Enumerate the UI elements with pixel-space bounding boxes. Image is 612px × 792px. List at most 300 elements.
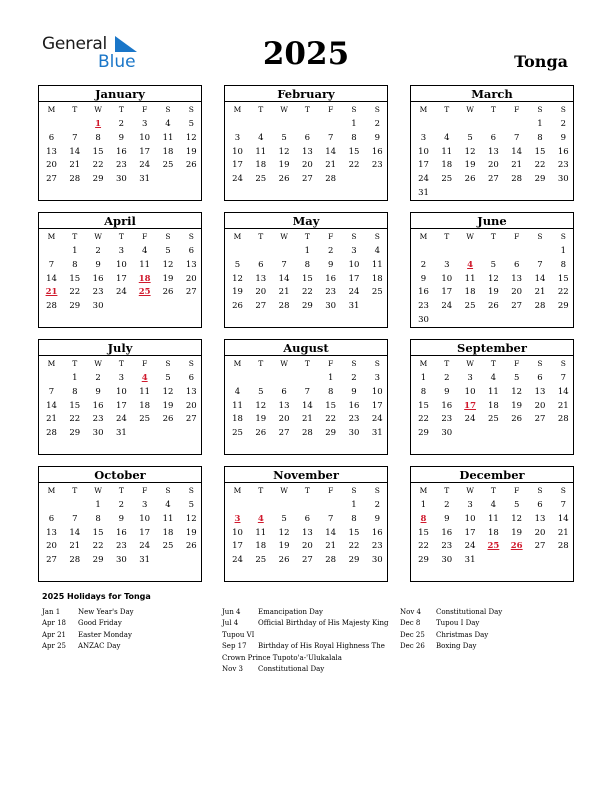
weekday-label: T (304, 486, 310, 495)
day-cell: 8 (560, 259, 566, 270)
weekday-label: F (142, 359, 148, 368)
day-cell: 5 (188, 119, 194, 129)
day-cell: 15 (69, 273, 81, 284)
day-cell: 20 (487, 160, 499, 171)
day-cell: 30 (441, 428, 453, 439)
weekday-label: S (560, 232, 566, 241)
day-cell: 24 (464, 541, 476, 552)
month-october (38, 466, 202, 582)
day-cell: 28 (46, 428, 57, 439)
day-cell: 24 (232, 174, 243, 185)
day-cell: 15 (348, 146, 360, 157)
day-cell: 22 (69, 287, 81, 298)
day-cell: 11 (232, 400, 243, 411)
holiday-name: Christmas Day (436, 630, 489, 639)
weekday-label: F (142, 105, 148, 114)
day-cell: 2 (95, 373, 101, 383)
day-cell: 14 (325, 146, 337, 157)
holiday-date: Jul 4 (222, 619, 239, 628)
day-cell: 11 (441, 146, 453, 157)
day-cell: 16 (115, 527, 127, 538)
day-cell: 21 (557, 527, 569, 538)
day-cell: 12 (162, 386, 174, 397)
day-cell: 8 (327, 386, 334, 397)
day-cell: 6 (304, 513, 311, 524)
month-header-divider (411, 355, 573, 356)
day-cell: 10 (139, 132, 151, 143)
day-cell: 21 (69, 160, 81, 171)
day-cell: 15 (301, 273, 313, 284)
day-cell: 16 (418, 287, 429, 298)
day-cell: 2 (374, 500, 380, 510)
day-cell: 18 (487, 527, 499, 538)
weekday-label: S (374, 359, 380, 368)
day-cell: 22 (92, 541, 104, 552)
day-cell: 5 (281, 513, 287, 524)
weekday-label: S (351, 232, 357, 241)
day-cell: 11 (162, 132, 174, 143)
day-cell: 23 (115, 160, 127, 171)
holiday-column (400, 607, 580, 653)
day-cell: 24 (115, 287, 127, 298)
day-cell: 23 (371, 160, 383, 171)
day-cell: 26 (511, 414, 523, 425)
month-header-divider (225, 228, 387, 229)
weekday-header-row (225, 485, 387, 496)
weekday-label: W (466, 105, 474, 114)
day-cell: 25 (464, 301, 476, 312)
day-cell: 19 (232, 287, 243, 298)
weekday-header-row (411, 485, 573, 496)
day-cell: 1 (351, 500, 357, 510)
day-cell: 25 (255, 555, 267, 566)
day-cell: 8 (420, 386, 427, 397)
weekday-label: S (537, 232, 543, 241)
month-name: November (273, 468, 339, 482)
day-cell: 8 (351, 132, 357, 143)
day-cell: 14 (325, 527, 337, 538)
holiday-entry (42, 641, 222, 652)
weekday-label: S (374, 486, 380, 495)
day-cell: 10 (464, 386, 476, 397)
month-header-divider (39, 101, 201, 102)
day-cell: 21 (301, 414, 313, 425)
day-cell: 20 (301, 541, 313, 552)
month-header-divider (39, 228, 201, 229)
weekday-label: T (118, 105, 124, 114)
day-cell: 3 (118, 373, 125, 383)
day-cell: 21 (511, 160, 523, 171)
country-name: Tonga (514, 52, 568, 71)
day-cell: 27 (46, 555, 57, 566)
holiday-day-cell: 17 (464, 400, 477, 411)
day-cell: 14 (301, 400, 313, 411)
day-cell: 11 (464, 273, 476, 284)
weekday-header-row (411, 358, 573, 369)
month-name: July (107, 341, 133, 355)
day-cell: 22 (534, 160, 546, 171)
weekday-label: T (72, 359, 78, 368)
holiday-name: Official Birthday of His Majesty King (258, 619, 389, 628)
day-cell: 21 (557, 400, 569, 411)
weekday-label: W (94, 486, 102, 495)
day-cell: 15 (325, 400, 337, 411)
weekday-label: T (72, 105, 78, 114)
day-cell: 27 (301, 555, 313, 566)
day-cell: 1 (420, 373, 427, 383)
day-cell: 9 (420, 273, 427, 284)
day-cell: 5 (165, 246, 171, 256)
day-cell: 22 (92, 160, 104, 171)
day-cell: 22 (418, 541, 429, 552)
day-cell: 7 (48, 386, 55, 397)
holiday-day-cell: 8 (420, 513, 427, 524)
holiday-name: ANZAC Day (78, 642, 121, 651)
day-cell: 29 (325, 428, 337, 439)
weekday-label: F (514, 486, 520, 495)
day-cell: 10 (371, 386, 383, 397)
day-cell: 9 (374, 513, 380, 524)
day-cell: 2 (118, 119, 125, 129)
weekday-label: T (490, 232, 496, 241)
day-cell: 25 (139, 414, 151, 425)
day-cell: 13 (46, 146, 57, 157)
day-cell: 22 (418, 414, 429, 425)
holiday-date: Apr 21 (42, 630, 67, 639)
day-cell: 9 (118, 513, 125, 524)
month-header-divider (411, 101, 573, 102)
month-header-divider (225, 482, 387, 483)
day-cell: 26 (185, 160, 197, 171)
holiday-day-cell: 26 (510, 541, 523, 552)
day-cell: 21 (325, 160, 337, 171)
weekday-label: S (374, 105, 380, 114)
day-cell: 26 (162, 287, 174, 298)
day-cell: 2 (420, 259, 427, 270)
day-cell: 3 (118, 246, 125, 256)
day-cell: 17 (115, 400, 127, 411)
day-cell: 15 (418, 527, 429, 538)
weekday-label: S (351, 105, 357, 114)
day-cell: 9 (444, 386, 450, 397)
day-cell: 6 (188, 246, 194, 256)
weekday-label: S (351, 486, 357, 495)
day-cell: 3 (420, 132, 427, 143)
month-name: February (277, 87, 335, 101)
day-cell: 29 (69, 301, 81, 312)
weekday-header-row (39, 358, 201, 369)
day-cell: 11 (371, 259, 383, 270)
day-cell: 17 (232, 541, 243, 552)
day-cell: 10 (441, 273, 453, 284)
holiday-date: Dec 25 (400, 630, 425, 639)
day-cell: 26 (162, 414, 174, 425)
holiday-name: Emancipation Day (258, 608, 323, 616)
day-cell: 27 (487, 174, 499, 185)
day-cell: 7 (560, 373, 566, 383)
weekday-label: S (165, 232, 171, 241)
day-cell: 18 (255, 541, 267, 552)
day-cell: 1 (537, 119, 543, 129)
day-cell: 4 (444, 132, 450, 143)
day-cell: 15 (92, 527, 104, 538)
day-cell: 5 (234, 259, 241, 270)
day-cell: 22 (69, 414, 81, 425)
weekday-label: T (72, 232, 78, 241)
day-cell: 3 (141, 500, 148, 510)
day-cell: 9 (444, 513, 450, 524)
day-cell: 27 (46, 174, 57, 185)
weekday-label: M (419, 232, 428, 241)
day-cell: 1 (95, 500, 101, 510)
weekday-label: W (466, 232, 474, 241)
weekday-label: T (118, 486, 124, 495)
day-cell: 31 (371, 428, 383, 439)
day-cell: 20 (278, 414, 290, 425)
day-cell: 26 (232, 301, 243, 312)
weekday-label: W (466, 486, 474, 495)
day-cell: 13 (185, 259, 197, 270)
day-cell: 19 (464, 160, 476, 171)
day-cell: 15 (534, 146, 546, 157)
day-cell: 8 (95, 132, 101, 143)
day-cell: 13 (46, 527, 57, 538)
day-cell: 15 (557, 273, 569, 284)
day-cell: 14 (69, 146, 81, 157)
weekday-label: W (94, 359, 102, 368)
day-cell: 4 (234, 386, 241, 397)
day-cell: 14 (46, 273, 57, 284)
day-cell: 1 (304, 246, 311, 256)
weekday-label: F (328, 105, 334, 114)
day-cell: 11 (487, 513, 499, 524)
weekday-label: S (188, 232, 194, 241)
day-cell: 17 (418, 160, 429, 171)
day-cell: 7 (48, 259, 55, 270)
day-cell: 24 (464, 414, 476, 425)
day-cell: 22 (348, 160, 360, 171)
day-cell: 17 (441, 287, 453, 298)
day-cell: 29 (92, 174, 104, 185)
weekday-label: T (258, 486, 264, 495)
day-cell: 31 (139, 174, 151, 185)
holiday-date: Apr 18 (42, 619, 67, 628)
day-cell: 8 (351, 513, 357, 524)
day-cell: 10 (115, 386, 127, 397)
day-cell: 16 (348, 400, 360, 411)
day-cell: 20 (534, 400, 546, 411)
weekday-label: S (165, 105, 171, 114)
day-cell: 6 (281, 386, 287, 397)
day-cell: 8 (304, 259, 311, 270)
day-cell: 4 (141, 246, 148, 256)
day-cell: 22 (325, 414, 337, 425)
day-cell: 19 (255, 414, 267, 425)
holiday-entry (222, 641, 402, 652)
day-cell: 12 (255, 400, 267, 411)
day-cell: 6 (490, 132, 497, 143)
holiday-entry (42, 630, 222, 641)
day-cell: 22 (348, 541, 360, 552)
day-cell: 31 (115, 428, 127, 439)
weekday-label: F (142, 486, 148, 495)
month-header-divider (411, 228, 573, 229)
holiday-date: Jan 1 (42, 608, 61, 616)
day-cell: 7 (281, 259, 287, 270)
day-cell: 19 (278, 541, 290, 552)
day-cell: 22 (557, 287, 569, 298)
month-name: June (477, 214, 507, 228)
day-cell: 19 (511, 527, 523, 538)
weekday-label: M (233, 232, 242, 241)
day-cell: 30 (92, 301, 104, 312)
day-cell: 30 (348, 428, 360, 439)
holiday-name: Constitutional Day (258, 665, 325, 674)
day-cell: 6 (537, 500, 543, 510)
month-header-divider (225, 355, 387, 356)
day-cell: 15 (348, 527, 360, 538)
day-cell: 23 (441, 541, 453, 552)
month-june (410, 212, 574, 328)
month-header-divider (39, 355, 201, 356)
day-cell: 30 (115, 555, 127, 566)
day-cell: 8 (537, 132, 543, 143)
day-cell: 28 (46, 301, 57, 312)
calendar-year: 2025 (262, 36, 350, 72)
day-cell: 16 (441, 400, 453, 411)
day-cell: 4 (165, 500, 171, 510)
holiday-entry (222, 630, 402, 641)
holiday-entry (222, 653, 402, 664)
day-cell: 28 (325, 555, 337, 566)
weekday-label: S (351, 359, 357, 368)
weekday-label: F (328, 486, 334, 495)
day-cell: 29 (348, 555, 360, 566)
day-cell: 7 (327, 132, 334, 143)
holidays-title: 2025 Holidays for Tonga (42, 592, 151, 601)
holiday-name: Easter Monday (78, 630, 132, 639)
day-cell: 12 (278, 146, 290, 157)
holiday-day-cell: 25 (487, 541, 500, 552)
day-cell: 30 (371, 555, 383, 566)
day-cell: 14 (278, 273, 290, 284)
day-cell: 24 (232, 555, 243, 566)
day-cell: 17 (464, 527, 476, 538)
day-cell: 25 (487, 414, 499, 425)
weekday-label: W (280, 486, 288, 495)
weekday-label: T (258, 359, 264, 368)
day-cell: 9 (374, 132, 380, 143)
day-cell: 28 (557, 414, 569, 425)
day-cell: 23 (92, 414, 104, 425)
holiday-column (222, 607, 402, 675)
day-cell: 6 (304, 132, 311, 143)
weekday-label: S (188, 105, 194, 114)
weekday-label: W (280, 105, 288, 114)
day-cell: 29 (534, 174, 546, 185)
day-cell: 24 (371, 414, 383, 425)
day-cell: 24 (418, 174, 429, 185)
day-cell: 20 (255, 287, 267, 298)
day-cell: 14 (557, 386, 569, 397)
weekday-label: T (444, 105, 450, 114)
day-cell: 31 (464, 555, 476, 566)
day-cell: 3 (467, 373, 473, 383)
day-cell: 21 (278, 287, 290, 298)
day-cell: 15 (92, 146, 104, 157)
day-cell: 13 (487, 146, 499, 157)
day-cell: 10 (464, 513, 476, 524)
weekday-label: S (165, 486, 171, 495)
day-cell: 26 (278, 555, 290, 566)
weekday-label: T (444, 486, 450, 495)
day-cell: 4 (490, 373, 497, 383)
day-cell: 24 (115, 414, 127, 425)
day-cell: 16 (92, 273, 104, 284)
holiday-name: Birthday of His Royal Highness The (258, 642, 385, 651)
day-cell: 31 (139, 555, 151, 566)
month-march (410, 85, 574, 201)
holiday-day-cell: 4 (141, 373, 148, 383)
day-cell: 23 (557, 160, 569, 171)
holiday-day-cell: 18 (138, 273, 151, 284)
day-cell: 20 (185, 400, 197, 411)
day-cell: 21 (46, 414, 57, 425)
day-cell: 16 (115, 146, 127, 157)
day-cell: 9 (118, 132, 125, 143)
weekday-label: M (233, 486, 242, 495)
day-cell: 18 (464, 287, 476, 298)
day-cell: 12 (511, 386, 523, 397)
day-cell: 18 (255, 160, 267, 171)
day-cell: 31 (418, 188, 429, 198)
weekday-label: T (444, 232, 450, 241)
day-cell: 6 (48, 513, 55, 524)
day-cell: 7 (72, 513, 78, 524)
day-cell: 26 (487, 301, 499, 312)
weekday-label: T (118, 232, 124, 241)
weekday-header-row (39, 104, 201, 115)
day-cell: 29 (301, 301, 313, 312)
weekday-label: S (537, 486, 543, 495)
day-cell: 27 (534, 541, 546, 552)
day-cell: 25 (255, 174, 267, 185)
day-cell: 7 (560, 500, 566, 510)
weekday-label: F (142, 232, 148, 241)
day-cell: 23 (371, 541, 383, 552)
month-september (410, 339, 574, 455)
day-cell: 6 (537, 373, 543, 383)
day-cell: 9 (327, 259, 334, 270)
day-cell: 25 (162, 541, 174, 552)
day-cell: 20 (534, 527, 546, 538)
weekday-label: M (233, 105, 242, 114)
day-cell: 3 (467, 500, 473, 510)
day-cell: 1 (72, 373, 78, 383)
day-cell: 8 (95, 513, 101, 524)
holiday-day-cell: 1 (95, 119, 102, 129)
weekday-label: F (514, 359, 520, 368)
day-cell: 27 (301, 174, 313, 185)
day-cell: 14 (69, 527, 81, 538)
weekday-label: M (419, 359, 428, 368)
day-cell: 28 (278, 301, 290, 312)
day-cell: 2 (351, 373, 357, 383)
holiday-column (42, 607, 222, 653)
holiday-name: Constitutional Day (436, 608, 503, 616)
month-name: October (94, 468, 146, 482)
day-cell: 9 (95, 386, 101, 397)
